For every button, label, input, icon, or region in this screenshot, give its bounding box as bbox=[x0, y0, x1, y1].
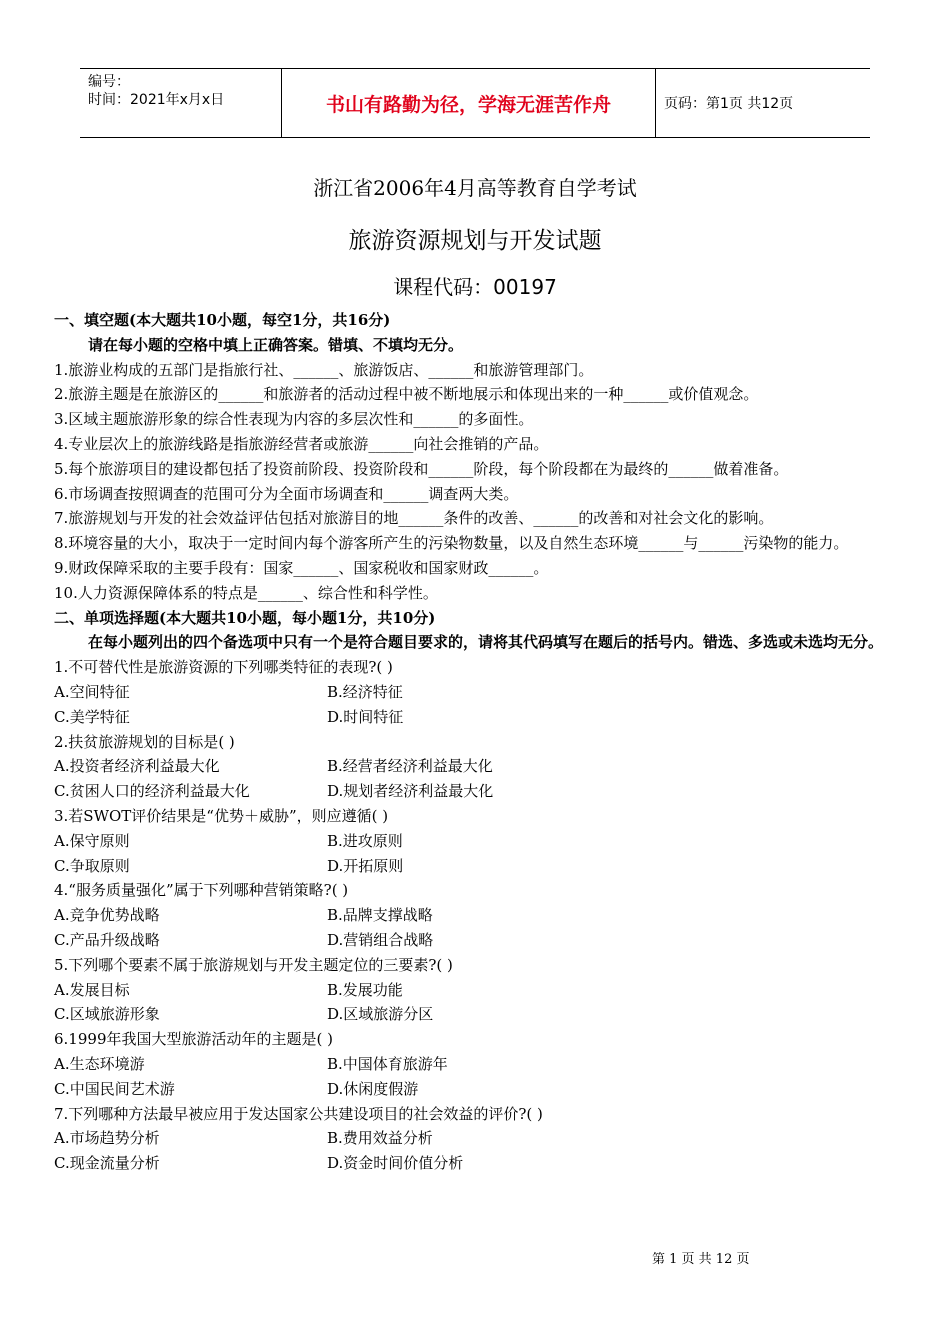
fill-question: 9.财政保障采取的主要手段有：国家______、国家税收和国家财政______。 bbox=[54, 558, 549, 577]
option-row bbox=[54, 1126, 900, 1151]
option: B.进攻原则 bbox=[327, 831, 403, 850]
choice-question: 7.下列哪种方法最早被应用于发达国家公共建设项目的社会效益的评价?( ) bbox=[54, 1104, 543, 1123]
option-row bbox=[54, 1077, 900, 1102]
option-row bbox=[54, 1151, 900, 1176]
choice-question: 2.扶贫旅游规划的目标是( ) bbox=[54, 732, 235, 751]
option-row bbox=[54, 1002, 900, 1027]
option-row bbox=[54, 854, 900, 879]
fill-question: 6.市场调查按照调查的范围可分为全面市场调查和______调查两大类。 bbox=[54, 484, 519, 503]
option: A.市场趋势分析 bbox=[54, 1129, 160, 1148]
option-row bbox=[54, 928, 900, 953]
date-label: 时间：2021年x月x日 bbox=[88, 92, 225, 108]
option-row bbox=[54, 1052, 900, 1077]
header-page-info: 页码：第1页 共12页 bbox=[664, 96, 794, 112]
option: D.区域旅游分区 bbox=[327, 1005, 434, 1024]
option: B.品牌支撑战略 bbox=[327, 906, 433, 925]
subject-title: 旅游资源规划与开发试题 bbox=[348, 228, 602, 254]
option: D.规划者经济利益最大化 bbox=[327, 782, 494, 801]
section2-instruction: 在每小题列出的四个备选项中只有一个是符合题目要求的，请将其代码填写在题后的括号内。错选、多选或未选均无分。 bbox=[88, 633, 884, 652]
option: B.费用效益分析 bbox=[327, 1129, 433, 1148]
section1-heading: 一、填空题(本大题共10小题，每空1分，共16分) bbox=[54, 311, 391, 329]
option-row bbox=[54, 754, 900, 779]
choice-question: 6.1999年我国大型旅游活动年的主题是( ) bbox=[54, 1030, 333, 1049]
option-row bbox=[54, 978, 900, 1003]
option: C.现金流量分析 bbox=[54, 1154, 160, 1173]
option: A.竞争优势战略 bbox=[54, 906, 160, 925]
choice-question: 4.“服务质量强化”属于下列哪种营销策略?( ) bbox=[54, 881, 349, 900]
option: A.投资者经济利益最大化 bbox=[54, 757, 220, 776]
option: A.生态环境游 bbox=[54, 1054, 145, 1073]
fill-question: 8.环境容量的大小，取决于一定时间内每个游客所产生的污染物数量，以及自然生态环境______与______污染物的能力。 bbox=[54, 534, 849, 553]
option: A.保守原则 bbox=[54, 831, 130, 850]
choice-question: 5.下列哪个要素不属于旅游规划与开发主题定位的三要素?( ) bbox=[54, 955, 453, 974]
option-row bbox=[54, 903, 900, 928]
exam-content bbox=[54, 308, 900, 1176]
section1-instruction: 请在每小题的空格中填上正确答案。错填、不填均无分。 bbox=[88, 335, 464, 354]
fill-question: 10.人力资源保障体系的特点是______、综合性和科学性。 bbox=[54, 583, 438, 602]
option: C.中国民间艺术游 bbox=[54, 1079, 175, 1098]
option-row bbox=[54, 680, 900, 705]
option: B.中国体育旅游年 bbox=[327, 1054, 448, 1073]
option: D.开拓原则 bbox=[327, 856, 404, 875]
fill-question: 4.专业层次上的旅游线路是指旅游经营者或旅游______向社会推销的产品。 bbox=[54, 434, 549, 453]
option: C.产品升级战略 bbox=[54, 930, 160, 949]
option-row bbox=[54, 779, 900, 804]
option: B.经营者经济利益最大化 bbox=[327, 757, 493, 776]
section2-heading: 二、单项选择题(本大题共10小题，每小题1分，共10分) bbox=[54, 608, 436, 627]
option: B.发展功能 bbox=[327, 980, 403, 999]
fill-question: 2.旅游主题是在旅游区的______和旅游者的活动过程中被不断地展示和体现出来的一种______或价值观念。 bbox=[54, 385, 759, 404]
option: C.区域旅游形象 bbox=[54, 1005, 160, 1024]
choice-question: 3.若SWOT评价结果是“优势＋威胁”，则应遵循( ) bbox=[54, 806, 389, 825]
fill-question: 1.旅游业构成的五部门是指旅行社、______、旅游饭店、______和旅游管理部门。 bbox=[54, 360, 594, 379]
page-footer: 第 1 页 共 12 页 bbox=[652, 1252, 750, 1267]
option: D.资金时间价值分析 bbox=[327, 1154, 464, 1173]
fill-question: 7.旅游规划与开发的社会效益评估包括对旅游目的地______条件的改善、______的改善和对社会文化的影响。 bbox=[54, 509, 774, 528]
option: B.经济特征 bbox=[327, 682, 403, 701]
option-row bbox=[54, 705, 900, 730]
header-table bbox=[80, 68, 870, 138]
option: D.营销组合战略 bbox=[327, 930, 434, 949]
option-row bbox=[54, 829, 900, 854]
option: A.空间特征 bbox=[54, 682, 130, 701]
code-label: 编号： bbox=[88, 74, 130, 90]
option: A.发展目标 bbox=[54, 980, 130, 999]
exam-title: 浙江省2006年4月高等教育自学考试 bbox=[313, 176, 637, 200]
motto: 书山有路勤为径，学海无涯苦作舟 bbox=[325, 93, 611, 116]
choice-question: 1.不可替代性是旅游资源的下列哪类特征的表现?( ) bbox=[54, 658, 393, 677]
fill-question: 3.区域主题旅游形象的综合性表现为内容的多层次性和______的多面性。 bbox=[54, 410, 534, 429]
option: C.贫困人口的经济利益最大化 bbox=[54, 782, 250, 801]
course-code: 课程代码：00197 bbox=[393, 275, 557, 299]
option: D.休闲度假游 bbox=[327, 1079, 419, 1098]
fill-question: 5.每个旅游项目的建设都包括了投资前阶段、投资阶段和______阶段，每个阶段都在为最终的______做着准备。 bbox=[54, 459, 789, 478]
option: C.美学特征 bbox=[54, 707, 130, 726]
header-motto-cell bbox=[282, 69, 656, 137]
option: D.时间特征 bbox=[327, 707, 404, 726]
option: C.争取原则 bbox=[54, 856, 130, 875]
header-meta bbox=[80, 69, 282, 137]
